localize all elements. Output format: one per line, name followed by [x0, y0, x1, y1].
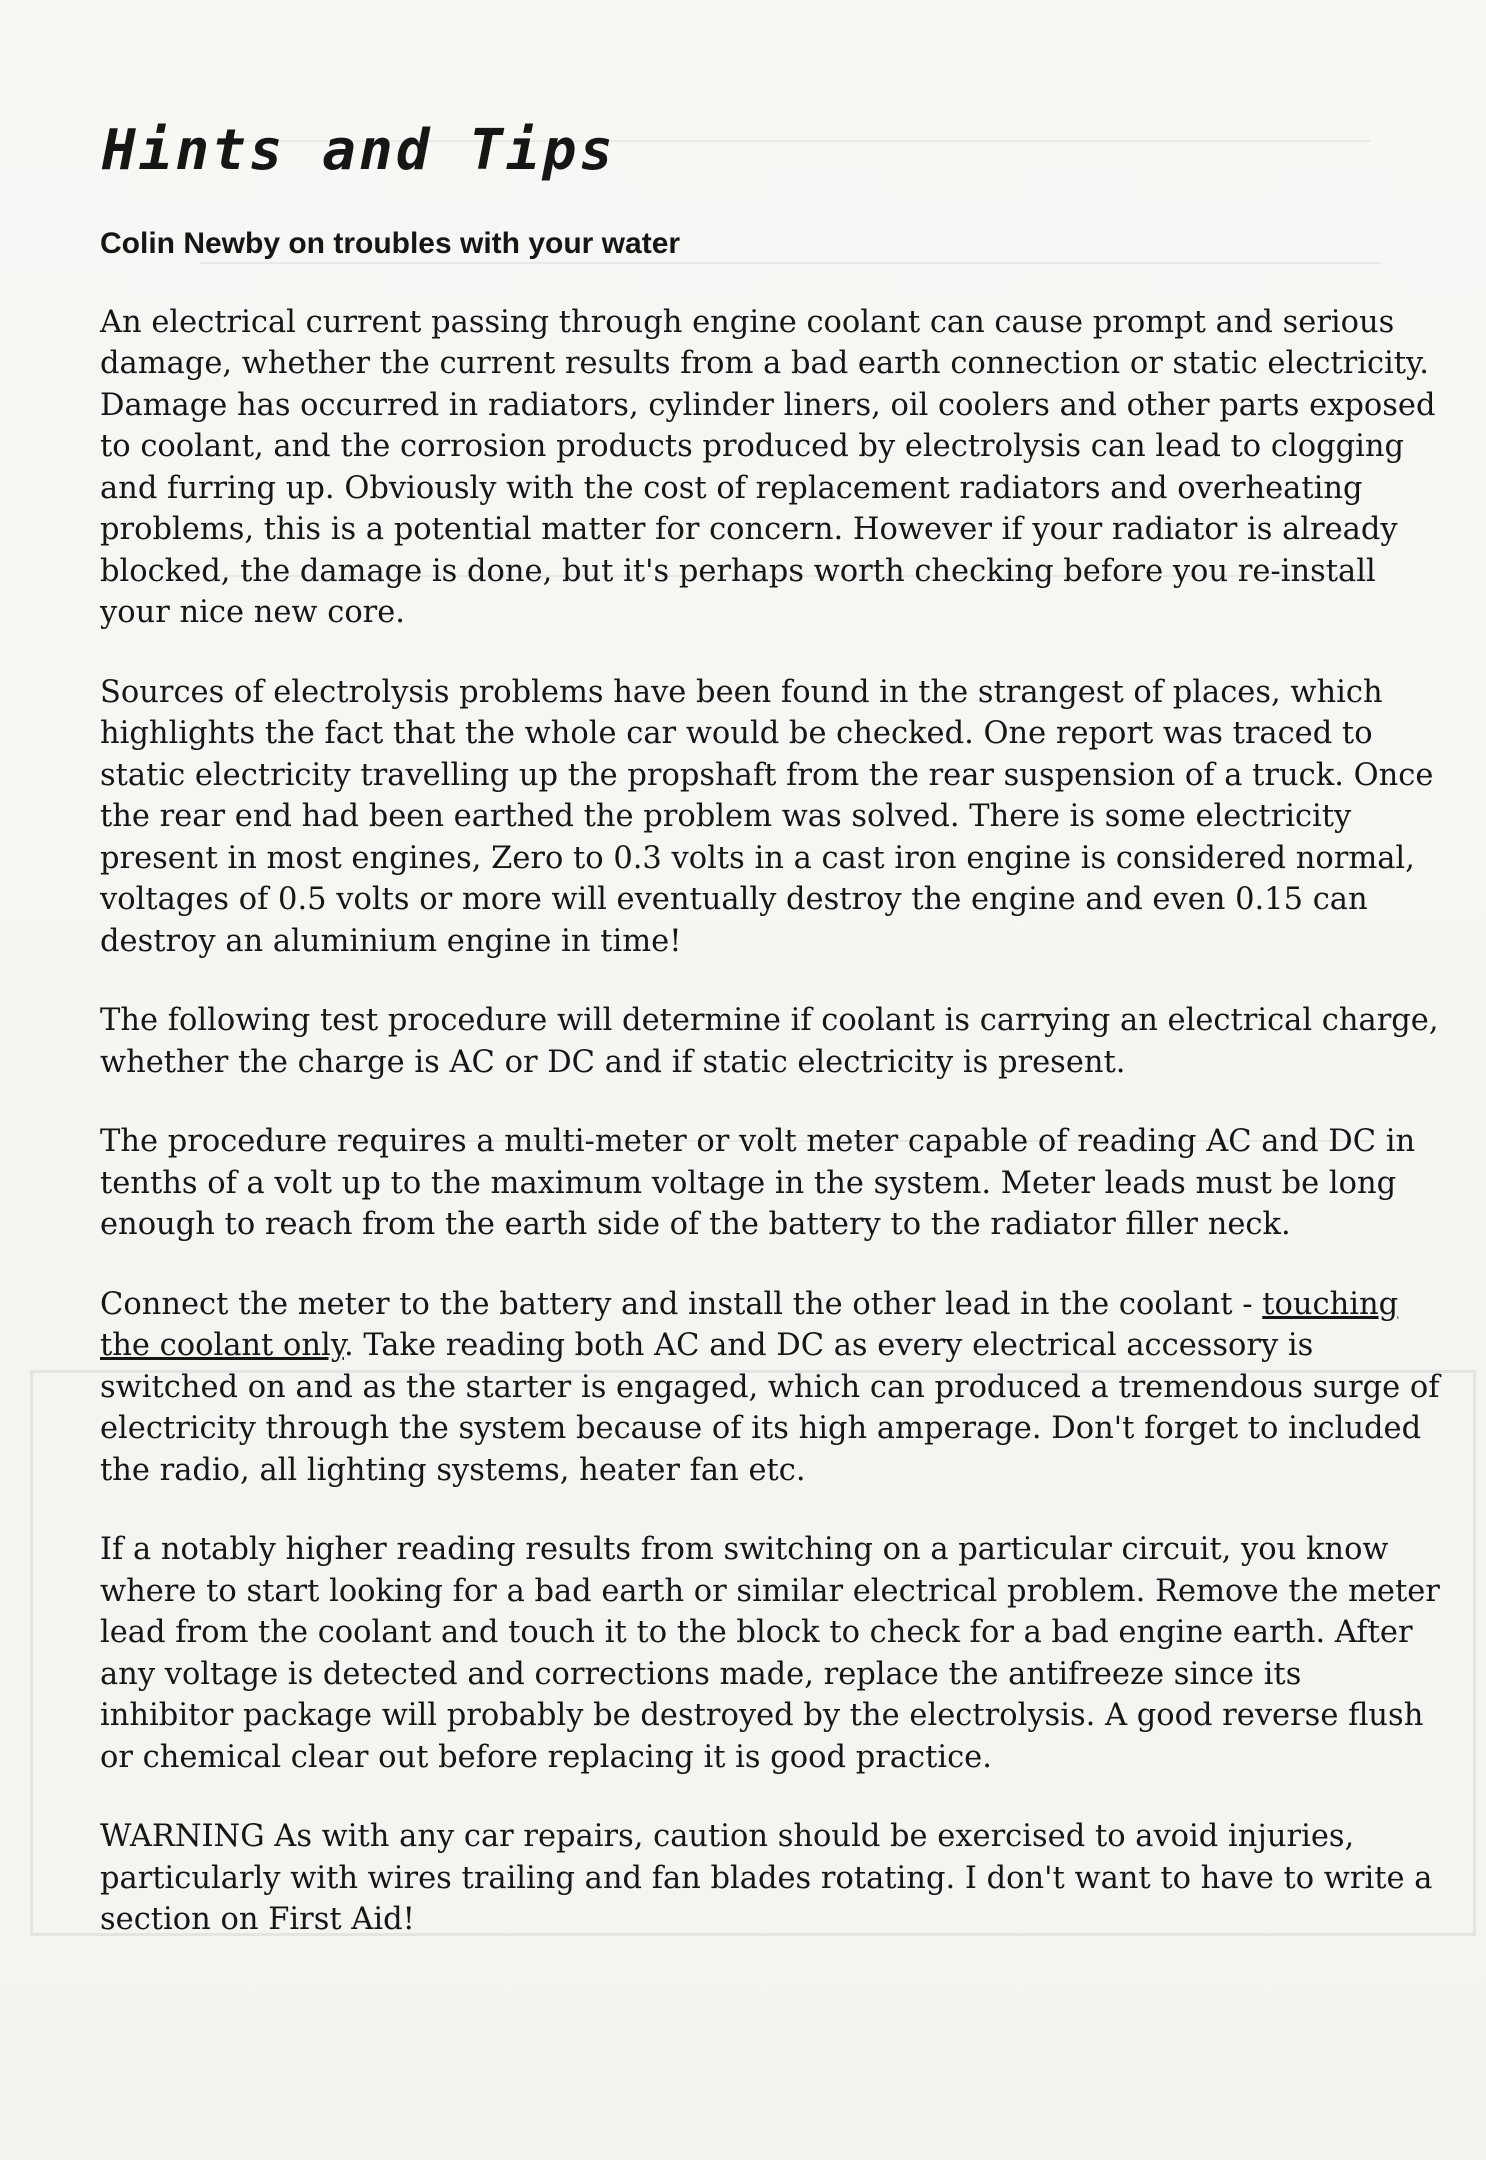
underlined-emphasis: touching the coolant only [100, 1286, 1399, 1364]
paragraph-intro: An electrical current passing through engine coolant can cause prompt and serious damage, whether the current results from a bad earth connection or static electricity. Damage has occurred in radiators, cylinder liners, oil coolers and other parts exposed to coolant, and the corrosion products produced by electrolysis can lead to clogging and furring up. Obviously with the cost of replacement radiators and overheating problems, this is a potential matter for concern. However if your radiator is already blocked, the damage is done, but it's perhaps worth checking before you re-install your nice new core. [100, 304, 1436, 631]
paragraph-warning: WARNING As with any car repairs, caution should be exercised to avoid injuries, particularly with wires trailing and fan blades rotating. I don't want to have to write a section on First Aid! [100, 1819, 1433, 1938]
paragraph-requirements: The procedure requires a multi-meter or volt meter capable of reading AC and DC in tenths of a volt up to the maximum voltage in the system. Meter leads must be long enough to reach from the earth side of the battery to the radiator filler neck. [100, 1124, 1416, 1243]
paragraph-sources: Sources of electrolysis problems have been found in the strangest of places, which highlights the fact that the whole car would be checked. One report was traced to static electricity travelling up the propshaft from the rear suspension of a truck. Once the rear end had been earthed the problem was solved. There is some electricity present in most engines, Zero to 0.3 volts in a cast iron engine is considered normal, voltages of 0.5 volts or more will eventually destroy the engine and even 0.15 can destroy an aluminium engine in time! [100, 674, 1434, 959]
article [96, 120, 1456, 1979]
paragraph-connect-meter [100, 1284, 1440, 1492]
connect-text-before: Connect the meter to the battery and install the other lead in the coolant - [100, 1286, 1263, 1322]
paragraph-higher-reading: If a notably higher reading results from switching on a particular circuit, you know where to start looking for a bad earth or similar electrical problem. Remove the meter lead from the coolant and touch it to the block to check for a bad engine earth. After any voltage is detected and corrections made, replace the antifreeze since its inhibitor package will probably be destroyed by the electrolysis. A good reverse flush or chemical clear out before replacing it is good practice. [100, 1532, 1440, 1775]
page-title: Hints and Tips [102, 118, 617, 183]
paragraph-test-procedure: The following test procedure will determine if coolant is carrying an electrical charge, whether the charge is AC or DC and if static electricity is present. [100, 1003, 1439, 1080]
article-subtitle: Colin Newby on troubles with your water [100, 226, 681, 260]
connect-text-after: . Take reading both AC and DC as every electrical accessory is switched on and as the starter is engaged, which can produced a tremendous surge of electricity through the system because of its high amperage. Don't forget to included the radio, all lighting systems, heater fan etc. [100, 1328, 1440, 1488]
